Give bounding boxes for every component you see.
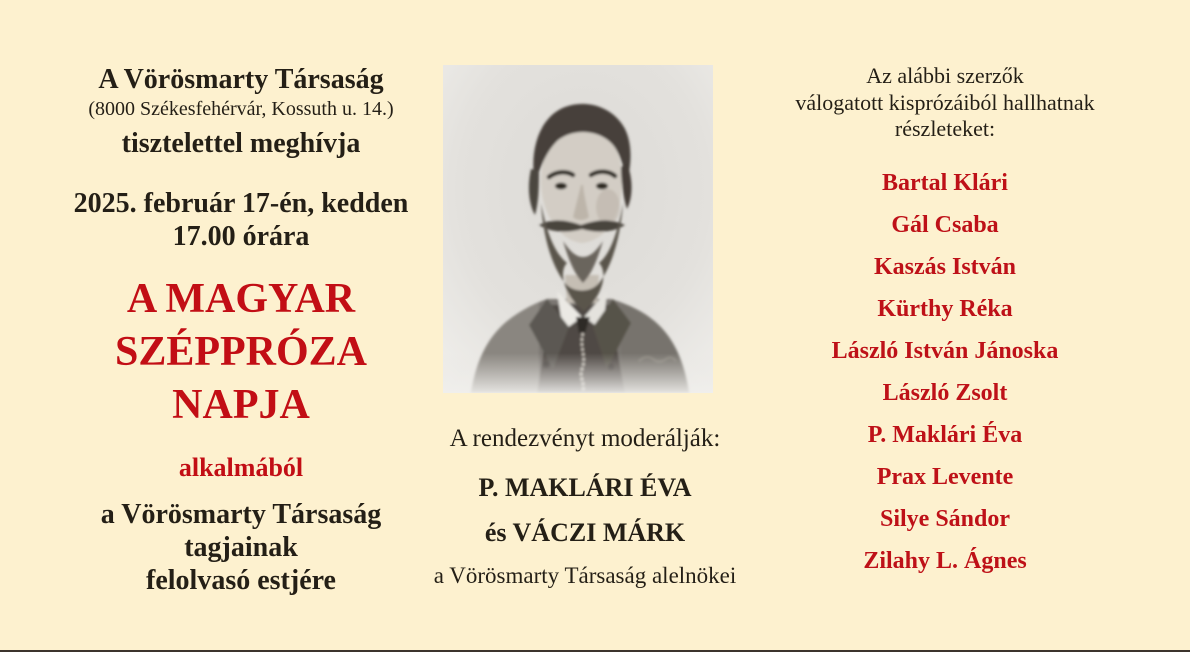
- event-subtitle-line3: felolvasó estjére: [146, 565, 336, 597]
- portrait-engraving: [443, 65, 713, 393]
- event-title: [42, 273, 440, 432]
- author-name: László Zsolt: [882, 380, 1008, 407]
- event-title-line3: NAPJA: [172, 382, 310, 429]
- moderators-intro: A rendezvényt moderálják:: [449, 425, 721, 452]
- left-column: [42, 0, 440, 597]
- event-time: 17.00 órára: [172, 220, 310, 252]
- event-datetime: [42, 188, 440, 253]
- authors-intro: [752, 63, 1138, 143]
- event-subtitle-line1: a Vörösmarty Társaság: [100, 499, 382, 531]
- author-name: Zilahy L. Ágnes: [863, 548, 1027, 575]
- invitation-line: tisztelettel meghívja: [121, 128, 361, 160]
- moderator-name-1: P. MAKLÁRI ÉVA: [478, 473, 692, 502]
- organization-name: A Vörösmarty Társaság: [98, 64, 384, 95]
- event-title-line2: SZÉPPRÓZA: [114, 329, 368, 376]
- author-name: Prax Levente: [876, 464, 1014, 491]
- authors-intro-line2: válogatott kisprózáiból hallhatnak: [795, 89, 1095, 115]
- author-name: Kaszás István: [873, 254, 1017, 281]
- author-name: P. Maklári Éva: [867, 422, 1023, 449]
- event-date: 2025. február 17-én, kedden: [73, 188, 409, 220]
- authors-intro-line1: Az alábbi szerzők: [866, 63, 1024, 88]
- moderators-role: a Vörösmarty Társaság alelnökei: [433, 563, 737, 588]
- right-column: [752, 0, 1138, 583]
- author-name: Silye Sándor: [879, 506, 1011, 533]
- center-column: [418, 424, 752, 589]
- author-name: Gál Csaba: [891, 212, 999, 239]
- organization-address: (8000 Székesfehérvár, Kossuth u. 14.): [88, 98, 394, 121]
- occasion-line: alkalmából: [178, 453, 304, 483]
- event-subtitle-line2: tagjainak: [184, 532, 298, 564]
- author-name: Kürthy Réka: [877, 296, 1013, 323]
- event-subtitle: [42, 498, 440, 597]
- event-title-line1: A MAGYAR: [126, 276, 356, 323]
- authors-list: [752, 163, 1138, 583]
- author-name: Bartal Klári: [882, 170, 1008, 197]
- author-name: László István Jánoska: [831, 338, 1059, 365]
- moderator-name-2: és VÁCZI MÁRK: [484, 518, 686, 547]
- authors-intro-line3: részleteket:: [894, 116, 996, 142]
